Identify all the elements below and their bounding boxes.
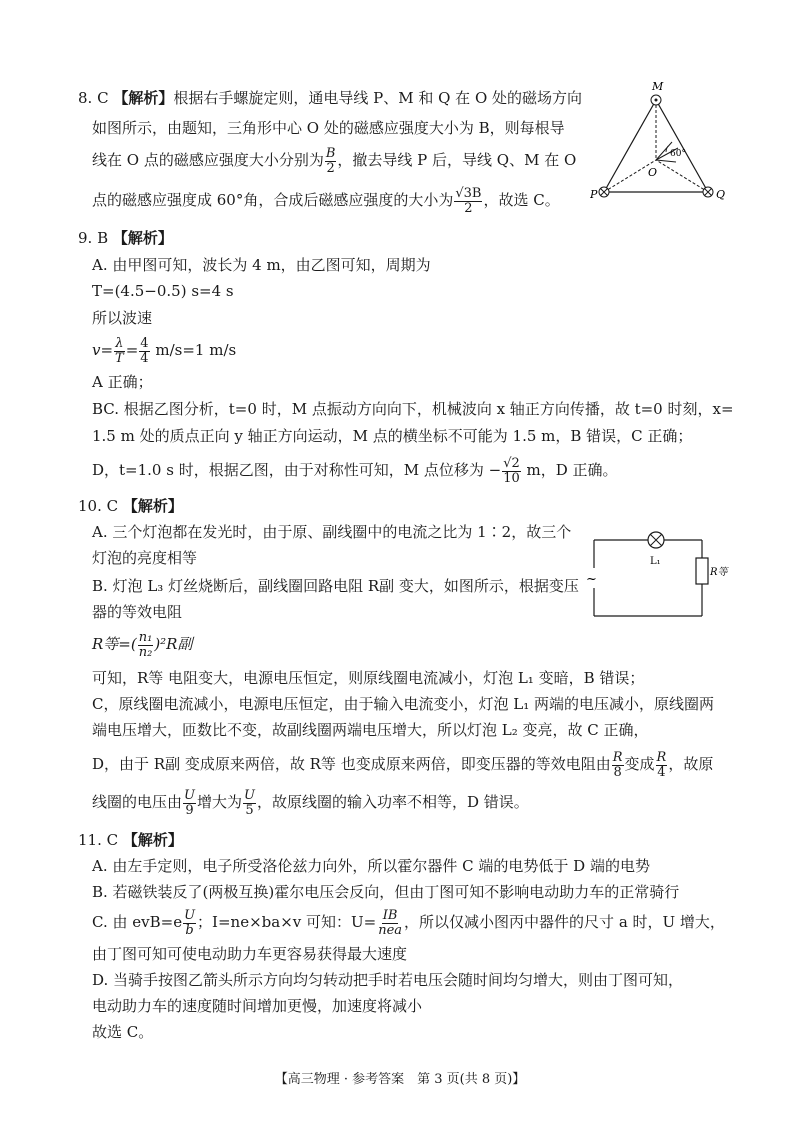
q8-text-1: 根据右手螺旋定则，通电导线 P、M 和 Q 在 O 处的磁场方向 — [173, 89, 583, 107]
q9-line-speed: 所以波速 — [92, 309, 153, 327]
label-l1: L₁ — [650, 556, 661, 567]
q11-d2: 电动助力车的速度随时间增加更慢，加速度将减小 — [92, 997, 423, 1015]
q10-c1: 可知，R等 电阻变大，电源电压恒定，则原线圈电流减小，灯泡 L₁ 变暗，B 错误； — [92, 669, 645, 687]
q8-tag: 【解析】 — [113, 89, 174, 107]
eq-sign: = — [125, 341, 139, 359]
fraction-num: λ — [115, 335, 124, 351]
q10-head: 10. C — [78, 497, 119, 515]
label-angle: 60° — [670, 149, 686, 159]
q11-tag: 【解析】 — [122, 831, 183, 849]
q10-b1: B. 灯泡 L₃ 灯丝烧断后，副线圈回路电阻 R副 变大，如图所示，根据变压 — [92, 577, 579, 595]
fraction-den: nea — [378, 922, 403, 938]
q10-d1a: D，由于 R副 变成原来两倍，故 R等 也变成原来两倍，即变压器的等效电阻由 — [92, 755, 611, 773]
fraction-num: 4 — [140, 335, 149, 351]
q11-head: 11. C — [78, 831, 119, 849]
eq-left: R等=( — [92, 635, 137, 653]
q11-heading — [78, 830, 183, 850]
q8-line3 — [92, 144, 576, 176]
q10-tag: 【解析】 — [122, 497, 183, 515]
fraction-4-over-4 — [139, 337, 149, 366]
q9-tag: 【解析】 — [112, 229, 173, 247]
fraction-den: 9 — [185, 802, 194, 818]
label-o: O — [648, 166, 658, 179]
q10-b2: 器的等效电阻 — [92, 603, 183, 621]
q10-d2a: 线圈的电压由 — [92, 793, 183, 811]
q8-line2: 如图所示，由题知，三角形中心 O 处的磁感应强度大小为 B，则每根导 — [92, 119, 565, 137]
q11-c — [92, 906, 725, 938]
q8-text-3a: 线在 O 点的磁感应强度大小分别为 — [92, 151, 324, 169]
label-p: P — [590, 188, 598, 201]
fraction-num: B — [325, 145, 336, 161]
q8-text-4b: ，故选 C。 — [483, 191, 560, 209]
q9-speed-eq — [92, 334, 236, 366]
fraction-ib-over-nea — [377, 909, 403, 938]
q11-c2: 由丁图可知可使电动助力车更容易获得最大速度 — [92, 945, 408, 963]
q10-a2: 灯泡的亮度相等 — [92, 549, 198, 567]
q8-line1 — [78, 88, 582, 108]
eq-right: )²R副 — [154, 635, 193, 653]
q9-bc-line1: BC. 根据乙图分析，t=0 时，M 点振动方向向下，机械波向 x 轴正方向传播，故 t=0 时刻，x= — [92, 400, 734, 418]
q9-head: 9. B — [78, 229, 109, 247]
ac-source-icon: ~ — [586, 572, 597, 587]
fraction-r-over-4 — [656, 751, 668, 780]
fraction-num: √3B — [455, 185, 482, 201]
fraction-u-over-b — [183, 909, 196, 938]
q10-a1: A. 三个灯泡都在发光时，由于原、副线圈中的电流之比为 1∶2，故三个 — [92, 523, 572, 541]
q11-a: A. 由左手定则，电子所受洛伦兹力向外，所以霍尔器件 C 端的电势低于 D 端的电势 — [92, 857, 650, 875]
q11-c-c: ，所以仅减小图丙中器件的尺寸 a 时，U 增大， — [404, 913, 725, 931]
fraction-den: 2 — [326, 160, 335, 176]
fraction-lambda-over-t — [114, 337, 125, 366]
fraction-sqrt2-over-10 — [502, 457, 521, 486]
q9-bc-line2: 1.5 m 处的质点正向 y 轴正方向运动，M 点的横坐标不可能为 1.5 m，B 错误，C 正确； — [92, 427, 693, 445]
q8-text-4a: 点的磁感应强度成 60°角，合成后磁感应强度的大小为 — [92, 191, 454, 209]
fraction-num: R — [656, 749, 667, 765]
fraction-num: U — [184, 907, 196, 923]
q10-d1b: 变成 — [624, 755, 655, 773]
fraction-den: T — [115, 350, 124, 366]
label-m: M — [652, 80, 664, 93]
fraction-num: IB — [382, 907, 398, 923]
triangle-field-diagram — [590, 80, 730, 210]
q10-d1 — [92, 748, 713, 780]
q11-c-b: ；I=ne×ba×v 可知：U= — [197, 913, 377, 931]
fraction-u-over-5 — [243, 789, 256, 818]
q10-c2: C，原线圈电流减小，电源电压恒定，由于输入电流变小，灯泡 L₁ 两端的电压减小，原线圈两 — [92, 695, 714, 713]
resistor-icon — [696, 558, 708, 584]
equivalent-circuit-diagram — [584, 522, 734, 624]
fraction-r-over-8 — [612, 751, 624, 780]
q9-heading — [78, 228, 173, 248]
q11-c-a: C. 由 evB=e — [92, 913, 183, 931]
q10-d2b: 增大为 — [196, 793, 242, 811]
q10-d2 — [92, 786, 529, 818]
q11-final: 故选 C。 — [92, 1023, 154, 1041]
fraction-den: b — [185, 922, 194, 938]
fraction-den: n₂ — [138, 644, 153, 660]
q11-b: B. 若磁铁装反了(两极互换)霍尔电压会反向，但由丁图可知不影响电动助力车的正常骑行 — [92, 883, 680, 901]
q10-r-eq — [92, 628, 192, 660]
q9-line-a: A. 由甲图可知，波长为 4 m，由乙图可知，周期为 — [92, 256, 431, 274]
fraction-u-over-9 — [183, 789, 196, 818]
fraction-den: 4 — [140, 350, 149, 366]
q9-d-line — [92, 454, 618, 486]
fraction-num: U — [184, 787, 195, 803]
fraction-num: √2 — [503, 455, 520, 471]
q10-d2c: ，故原线圈的输入功率不相等，D 错误。 — [256, 793, 529, 811]
fraction-sqrt3b-over-2 — [454, 187, 482, 216]
eq-left: v= — [92, 341, 114, 359]
fraction-num: n₁ — [138, 629, 153, 645]
q10-c3: 端电压增大，匝数比不变，故副线圈两端电压增大，所以灯泡 L₂ 变亮，故 C 正确， — [92, 721, 649, 739]
fraction-num: R — [612, 749, 623, 765]
q9-d-b: m，D 正确。 — [526, 461, 618, 479]
q10-d1c: ，故原 — [668, 755, 714, 773]
q9-d-a: D，t=1.0 s 时，根据乙图，由于对称性可知，M 点位移为 − — [92, 461, 502, 479]
q8-text-3b: ，撤去导线 P 后，导线 Q、M 在 O — [337, 151, 577, 169]
fraction-den: 5 — [245, 802, 254, 818]
q10-heading — [78, 496, 183, 516]
q9-line-t: T=(4.5−0.5) s=4 s — [92, 282, 234, 300]
q11-d1: D. 当骑手按图乙箭头所示方向均匀转动把手时若电压会随时间均匀增大，则由丁图可知， — [92, 971, 684, 989]
fraction-num: U — [244, 787, 255, 803]
fraction-n1-over-n2 — [138, 631, 154, 660]
q8-line4 — [92, 184, 560, 216]
page-footer: 【高三物理 · 参考答案 第 3 页(共 8 页)】 — [274, 1072, 526, 1087]
label-r-eq: R等 — [710, 567, 728, 578]
q9-a-correct: A 正确； — [92, 373, 153, 391]
fraction-den: 2 — [464, 200, 473, 216]
eq-right: m/s=1 m/s — [155, 341, 237, 359]
q8-head: 8. C — [78, 89, 109, 107]
label-q: Q — [716, 188, 726, 201]
fraction-den: 8 — [613, 764, 622, 780]
fraction-den: 10 — [503, 470, 520, 486]
fraction-den: 4 — [657, 764, 666, 780]
fraction-b-over-2 — [325, 147, 337, 176]
